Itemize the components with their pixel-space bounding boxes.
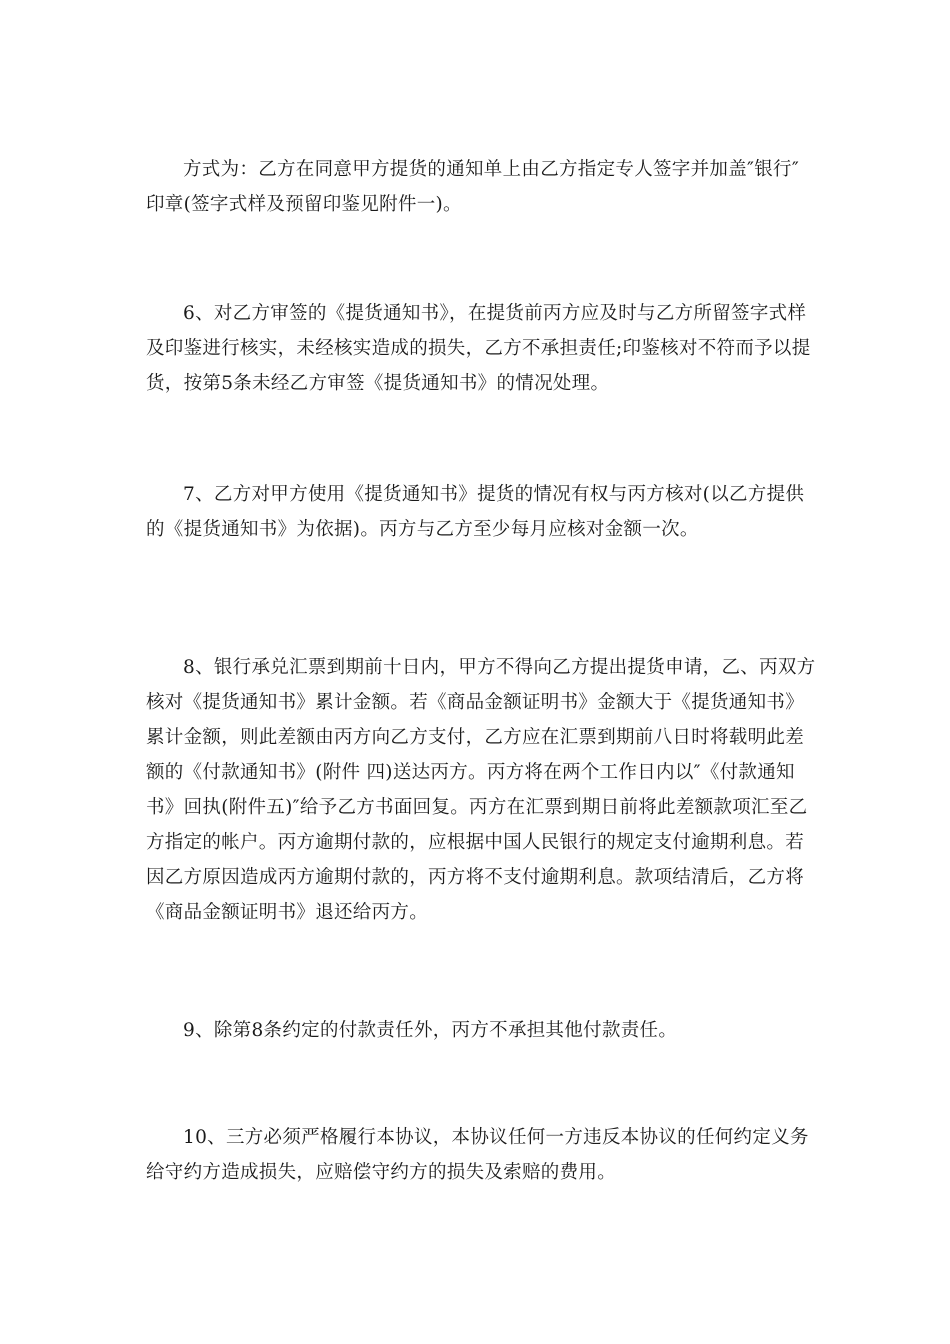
paragraph-clause-9: 9、除第8条约定的付款责任外，丙方不承担其他付款责任。 — [183, 1020, 678, 1041]
paragraph-clause-7: 7、乙方对甲方使用《提货通知书》提货的情况有权与丙方核对(以乙方提供的《提货通知书》为依据)。丙方与乙方至少每月应核对金额一次。 — [146, 484, 805, 540]
paragraph-clause-10: 10、三方必须严格履行本协议，本协议任何一方违反本协议的任何约定义务给守约方造成损失，应赔偿守约方的损失及索赔的费用。 — [146, 1127, 809, 1183]
paragraph-clause-6: 6、对乙方审签的《提货通知书》，在提货前丙方应及时与乙方所留签字式样及印鉴进行核实，未经核实造成的损失，乙方不承担责任;印鉴核对不符而予以提货，按第5条未经乙方审签《提货通知书》的情况处理。 — [146, 303, 811, 394]
paragraph-delivery-method: 方式为：乙方在同意甲方提货的通知单上由乙方指定专人签字并加盖″银行″印章(签字式样及预留印鉴见附件一)。 — [146, 159, 800, 215]
paragraph-clause-8: 8、银行承兑汇票到期前十日内，甲方不得向乙方提出提货申请，乙、丙双方核对《提货通知书》累计金额。若《商品金额证明书》金额大于《提货通知书》累计金额，则此差额由丙方向乙方支付，乙方应在汇票到期前八日时将载明此差额的《付款通知书》(附件 四)送达丙方。丙方将在两个工作日内以″《付款通知书》回执(附件五)″给予乙方书面回复。丙方在汇票到期日前将此差额款项汇至乙方指定的帐户。丙方逾期付款的，应根据中国人民银行的规定支付逾期利息。若因乙方原因造成丙方逾期付款的，丙方将不支付逾期利息。款项结清后，乙方将《商品金额证明书》退还给丙方。 — [146, 657, 816, 923]
